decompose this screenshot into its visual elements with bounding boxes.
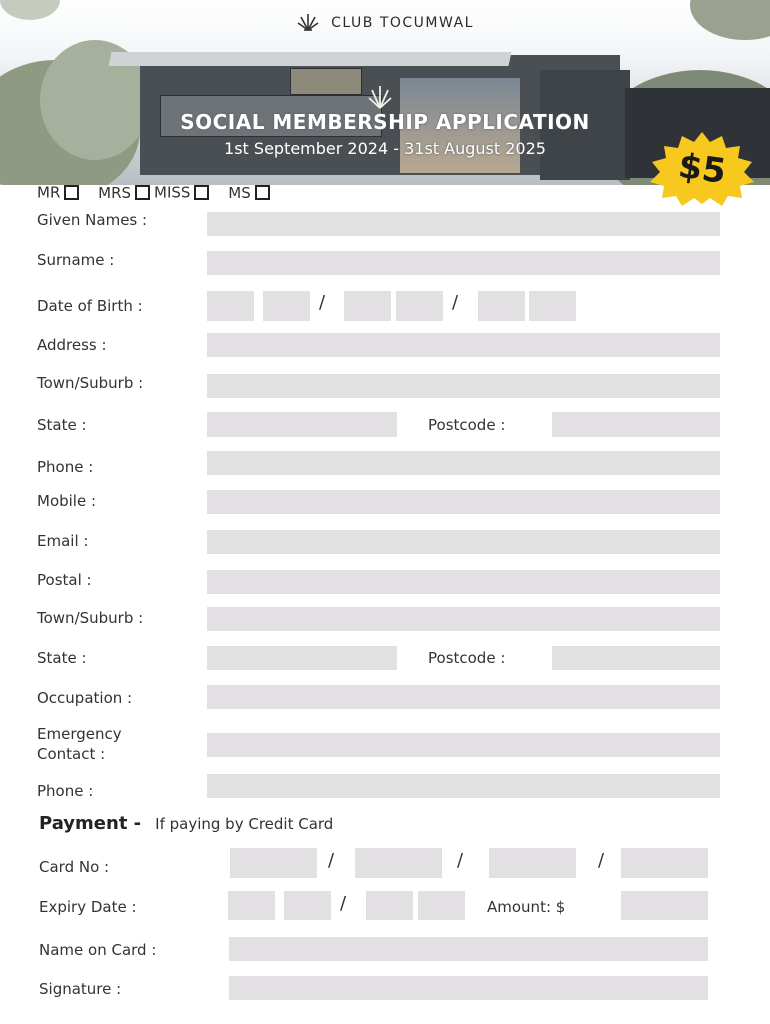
signature-label: Signature : [39, 980, 122, 998]
emergency-phone-label: Phone : [37, 782, 94, 800]
expiry-date-label: Expiry Date : [39, 898, 137, 916]
title-mr-label: MR [37, 183, 61, 202]
surname-label: Surname : [37, 251, 115, 269]
expiry-separator: / [340, 893, 347, 914]
card-separator-1: / [328, 850, 335, 871]
building-emblem-icon [367, 80, 393, 114]
payment-title: Payment - [39, 813, 142, 834]
dob-separator-1: / [319, 292, 326, 313]
expiry-month-1-field[interactable] [228, 891, 275, 920]
postal-state-label: State : [37, 649, 87, 667]
upper-window [290, 68, 362, 95]
card-no-group-2-field[interactable] [355, 848, 442, 878]
email-field[interactable] [207, 530, 720, 554]
payment-heading [39, 813, 333, 834]
dob-separator-2: / [452, 292, 459, 313]
dob-month-1-field[interactable] [344, 291, 391, 321]
postal-postcode-field[interactable] [552, 646, 720, 670]
dob-day-2-field[interactable] [263, 291, 310, 321]
state-label: State : [37, 416, 87, 434]
form-title: SOCIAL MEMBERSHIP APPLICATION [180, 110, 590, 134]
dob-label: Date of Birth : [37, 297, 143, 315]
card-no-label: Card No : [39, 858, 110, 876]
postal-town-field[interactable] [207, 607, 720, 631]
miss-checkbox[interactable] [194, 185, 209, 200]
name-on-card-label: Name on Card : [39, 941, 157, 959]
payment-note: If paying by Credit Card [155, 815, 334, 833]
mrs-checkbox[interactable] [135, 185, 150, 200]
title-mrs-label: MRS [98, 183, 132, 202]
price-text: $5 [675, 145, 729, 193]
card-no-group-3-field[interactable] [489, 848, 576, 878]
dob-year-2-field[interactable] [529, 291, 576, 321]
title-miss-label: MISS [154, 183, 191, 202]
amount-label: Amount: $ [487, 898, 566, 916]
membership-period: 1st September 2024 - 31st August 2025 [224, 139, 546, 158]
town-field[interactable] [207, 374, 720, 398]
price-badge [648, 130, 756, 210]
clubhouse-roof [109, 52, 512, 66]
emergency-phone-field[interactable] [207, 774, 720, 798]
email-label: Email : [37, 532, 89, 550]
town-label: Town/Suburb : [37, 374, 144, 392]
postal-label: Postal : [37, 571, 92, 589]
postal-state-field[interactable] [207, 646, 397, 670]
state-field[interactable] [207, 412, 397, 437]
card-no-group-4-field[interactable] [621, 848, 708, 878]
postcode-label: Postcode : [428, 416, 506, 434]
mr-checkbox[interactable] [64, 185, 79, 200]
card-no-group-1-field[interactable] [230, 848, 317, 878]
given-names-field[interactable] [207, 212, 720, 236]
postal-field[interactable] [207, 570, 720, 594]
phone-label: Phone : [37, 458, 94, 476]
dob-month-2-field[interactable] [396, 291, 443, 321]
address-label: Address : [37, 336, 107, 354]
given-names-label: Given Names : [37, 211, 148, 229]
emergency-contact-field[interactable] [207, 733, 720, 757]
mobile-field[interactable] [207, 490, 720, 514]
address-field[interactable] [207, 333, 720, 357]
postcode-field[interactable] [552, 412, 720, 437]
title-checkboxes [37, 183, 274, 202]
expiry-year-2-field[interactable] [418, 891, 465, 920]
dob-year-1-field[interactable] [478, 291, 525, 321]
expiry-month-2-field[interactable] [284, 891, 331, 920]
occupation-label: Occupation : [37, 689, 133, 707]
postal-postcode-label: Postcode : [428, 649, 506, 667]
club-logo [0, 10, 770, 36]
card-separator-3: / [598, 850, 605, 871]
title-ms-label: MS [228, 183, 251, 202]
occupation-field[interactable] [207, 685, 720, 709]
name-on-card-field[interactable] [229, 937, 708, 961]
emergency-contact-label-line1: Emergency [37, 725, 122, 743]
mobile-label: Mobile : [37, 492, 97, 510]
ms-checkbox[interactable] [255, 185, 270, 200]
logo-text: CLUB TOCUMWAL [331, 15, 474, 31]
dob-day-1-field[interactable] [207, 291, 254, 321]
surname-field[interactable] [207, 251, 720, 275]
signature-field[interactable] [229, 976, 708, 1000]
expiry-year-1-field[interactable] [366, 891, 413, 920]
emergency-contact-label-line2: Contact : [37, 745, 106, 763]
postal-town-label: Town/Suburb : [37, 609, 144, 627]
card-separator-2: / [457, 850, 464, 871]
sunburst-logo-icon [296, 10, 320, 36]
phone-field[interactable] [207, 451, 720, 475]
amount-field[interactable] [621, 891, 708, 920]
